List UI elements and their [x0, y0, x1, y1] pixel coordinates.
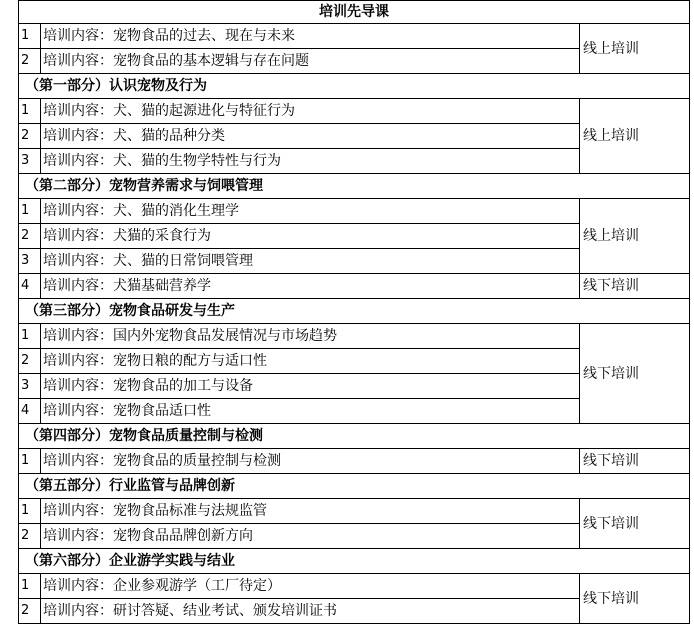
- row-number: 3: [19, 249, 41, 274]
- row-content: 培训内容：犬猫的采食行为: [41, 224, 580, 249]
- row-content: 培训内容：宠物食品的过去、现在与未来: [41, 24, 580, 49]
- table-row: [19, 449, 690, 474]
- row-number: 1: [19, 574, 41, 599]
- training-mode: 线下培训: [580, 449, 690, 474]
- training-mode: 线下培训: [580, 574, 690, 624]
- training-mode: 线上培训: [580, 199, 690, 274]
- row-content: 培训内容：犬、猫的品种分类: [41, 124, 580, 149]
- row-content: 培训内容：宠物食品的加工与设备: [41, 374, 580, 399]
- row-number: 4: [19, 399, 41, 424]
- row-content: 培训内容：宠物食品的质量控制与检测: [41, 449, 580, 474]
- training-mode: 线下培训: [580, 274, 690, 299]
- row-number: 3: [19, 149, 41, 174]
- row-content: 培训内容：宠物食品适口性: [41, 399, 580, 424]
- row-content: 培训内容：犬、猫的生物学特性与行为: [41, 149, 580, 174]
- row-content: 培训内容：犬猫基础营养学: [41, 274, 580, 299]
- table-row: [19, 99, 690, 124]
- row-number: 1: [19, 449, 41, 474]
- row-number: 4: [19, 274, 41, 299]
- section-title: （第五部分）行业监管与品牌创新: [19, 474, 690, 499]
- row-content: 培训内容：企业参观游学（工厂待定）: [41, 574, 580, 599]
- row-number: 2: [19, 349, 41, 374]
- row-content: 培训内容：宠物日粮的配方与适口性: [41, 349, 580, 374]
- row-content: 培训内容：犬、猫的起源进化与特征行为: [41, 99, 580, 124]
- section-header-part4: [19, 424, 690, 449]
- section-title: （第四部分）宠物食品质量控制与检测: [19, 424, 690, 449]
- row-number: 1: [19, 199, 41, 224]
- table-row: [19, 324, 690, 349]
- course-schedule-table: [18, 0, 690, 624]
- row-number: 2: [19, 49, 41, 74]
- section-title: （第三部分）宠物食品研发与生产: [19, 299, 690, 324]
- row-number: 1: [19, 24, 41, 49]
- section-title: （第二部分）宠物营养需求与饲喂管理: [19, 174, 690, 199]
- section-header-part5: [19, 474, 690, 499]
- row-content: 培训内容：宠物食品的基本逻辑与存在问题: [41, 49, 580, 74]
- row-number: 1: [19, 99, 41, 124]
- row-content: 培训内容：研讨答疑、结业考试、颁发培训证书: [41, 599, 580, 624]
- row-content: 培训内容：宠物食品品牌创新方向: [41, 524, 580, 549]
- training-mode: 线上培训: [580, 24, 690, 74]
- table-row: [19, 274, 690, 299]
- training-mode: 线下培训: [580, 324, 690, 424]
- table-row-intro-header: [19, 1, 690, 24]
- table-row: [19, 24, 690, 49]
- table-row: [19, 574, 690, 599]
- section-header-part1: [19, 74, 690, 99]
- section-header-part2: [19, 174, 690, 199]
- row-content: 培训内容：国内外宠物食品发展情况与市场趋势: [41, 324, 580, 349]
- training-mode: 线上培训: [580, 99, 690, 174]
- intro-header: 培训先导课: [19, 1, 690, 24]
- table-row: [19, 199, 690, 224]
- training-mode: 线下培训: [580, 499, 690, 549]
- row-number: 2: [19, 224, 41, 249]
- section-header-part3: [19, 299, 690, 324]
- row-content: 培训内容：犬、猫的消化生理学: [41, 199, 580, 224]
- row-content: 培训内容：犬、猫的日常饲喂管理: [41, 249, 580, 274]
- section-title: （第六部分）企业游学实践与结业: [19, 549, 690, 574]
- table-row: [19, 499, 690, 524]
- row-content: 培训内容：宠物食品标准与法规监管: [41, 499, 580, 524]
- section-title: （第一部分）认识宠物及行为: [19, 74, 690, 99]
- row-number: 2: [19, 599, 41, 624]
- row-number: 2: [19, 524, 41, 549]
- row-number: 2: [19, 124, 41, 149]
- row-number: 3: [19, 374, 41, 399]
- row-number: 1: [19, 499, 41, 524]
- row-number: 1: [19, 324, 41, 349]
- section-header-part6: [19, 549, 690, 574]
